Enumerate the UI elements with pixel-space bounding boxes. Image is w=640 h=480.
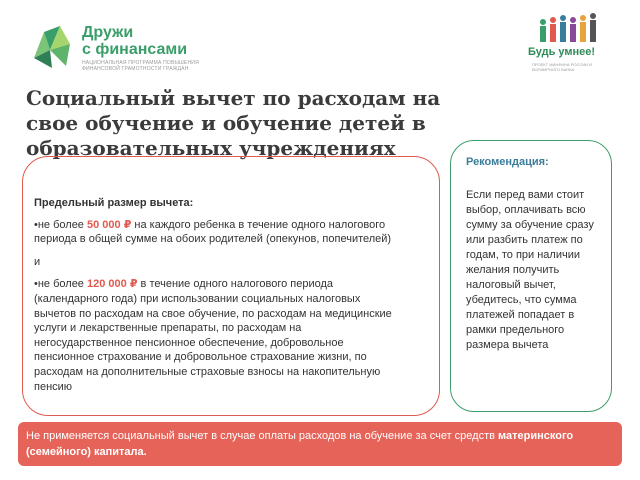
recommendation-text: Если перед вами стоит выбор, оплачивать всю сумму за обучение сразу или разбить платеж по годам, то при наличии желания получить налоговый вычет, убедитесь, что сумма платежей попадает в рамки предельного размера вычета	[466, 189, 594, 351]
amount-120000: 120 000	[87, 278, 130, 291]
connector-text: и	[34, 255, 41, 268]
slide-title: Социальный вычет по расходам на свое обучение и обучение детей в образовательных учреждениях	[26, 86, 441, 160]
bullet-prefix: •не более	[34, 278, 87, 291]
brand-tagline: НАЦИОНАЛЬНАЯ ПРОГРАММА ПОВЫШЕНИЯ ФИНАНСОВОЙ ГРАМОТНОСТИ ГРАЖДАН	[82, 60, 199, 72]
limit-item-2-text: в течение одного налогового периода (календарного года) при использовании социальных налоговых вычетов по расходам на свое обучение, по расходам на медицинские услуги и лекарственные препараты, по расходам на негосударственное пенсионное обеспечение, добровольное пенсионное страхование и добровольное страхование жизни, по расходам на дополнительные страховые взносы на накопительную пенсию	[34, 278, 392, 393]
limit-item-1-text: на каждого ребенка в течение одного налогового периода в общей сумме на обоих родителей (опекунов, попечителей)	[34, 218, 392, 246]
logo-bud-umnee	[528, 12, 618, 82]
logo-druzhi-s-finansami	[30, 20, 230, 80]
people-figures-icon	[538, 12, 604, 42]
brand-tagline: ПРОЕКТ МИНФИНА РОССИИ И ВСЕМИРНОГО БАНКА	[532, 62, 593, 72]
brand-name	[82, 24, 187, 58]
green-polygon-logo-icon	[30, 22, 76, 70]
limit-item-1	[34, 218, 392, 247]
amount-50000: 50 000	[87, 218, 124, 231]
limit-item-2	[34, 277, 392, 394]
limit-heading: Предельный размер вычета:	[34, 197, 194, 209]
recommendation-title: Рекомендация:	[466, 156, 549, 168]
main-content	[34, 196, 392, 394]
brand-name: Будь умнее!	[528, 46, 596, 58]
brand-line-1: Дружи	[82, 24, 134, 41]
brand-line-2: с финансами	[82, 41, 188, 58]
bullet-prefix: •не более	[34, 218, 87, 231]
ruble-icon: ₽	[129, 278, 138, 291]
banner-bold-text: материнского (семейного) капитала.	[26, 430, 574, 458]
ruble-icon: ₽	[123, 218, 132, 231]
banner-text: Не применяется социальный вычет в случае оплаты расходов на обучение за счет средств	[26, 430, 499, 442]
warning-banner	[18, 422, 622, 466]
